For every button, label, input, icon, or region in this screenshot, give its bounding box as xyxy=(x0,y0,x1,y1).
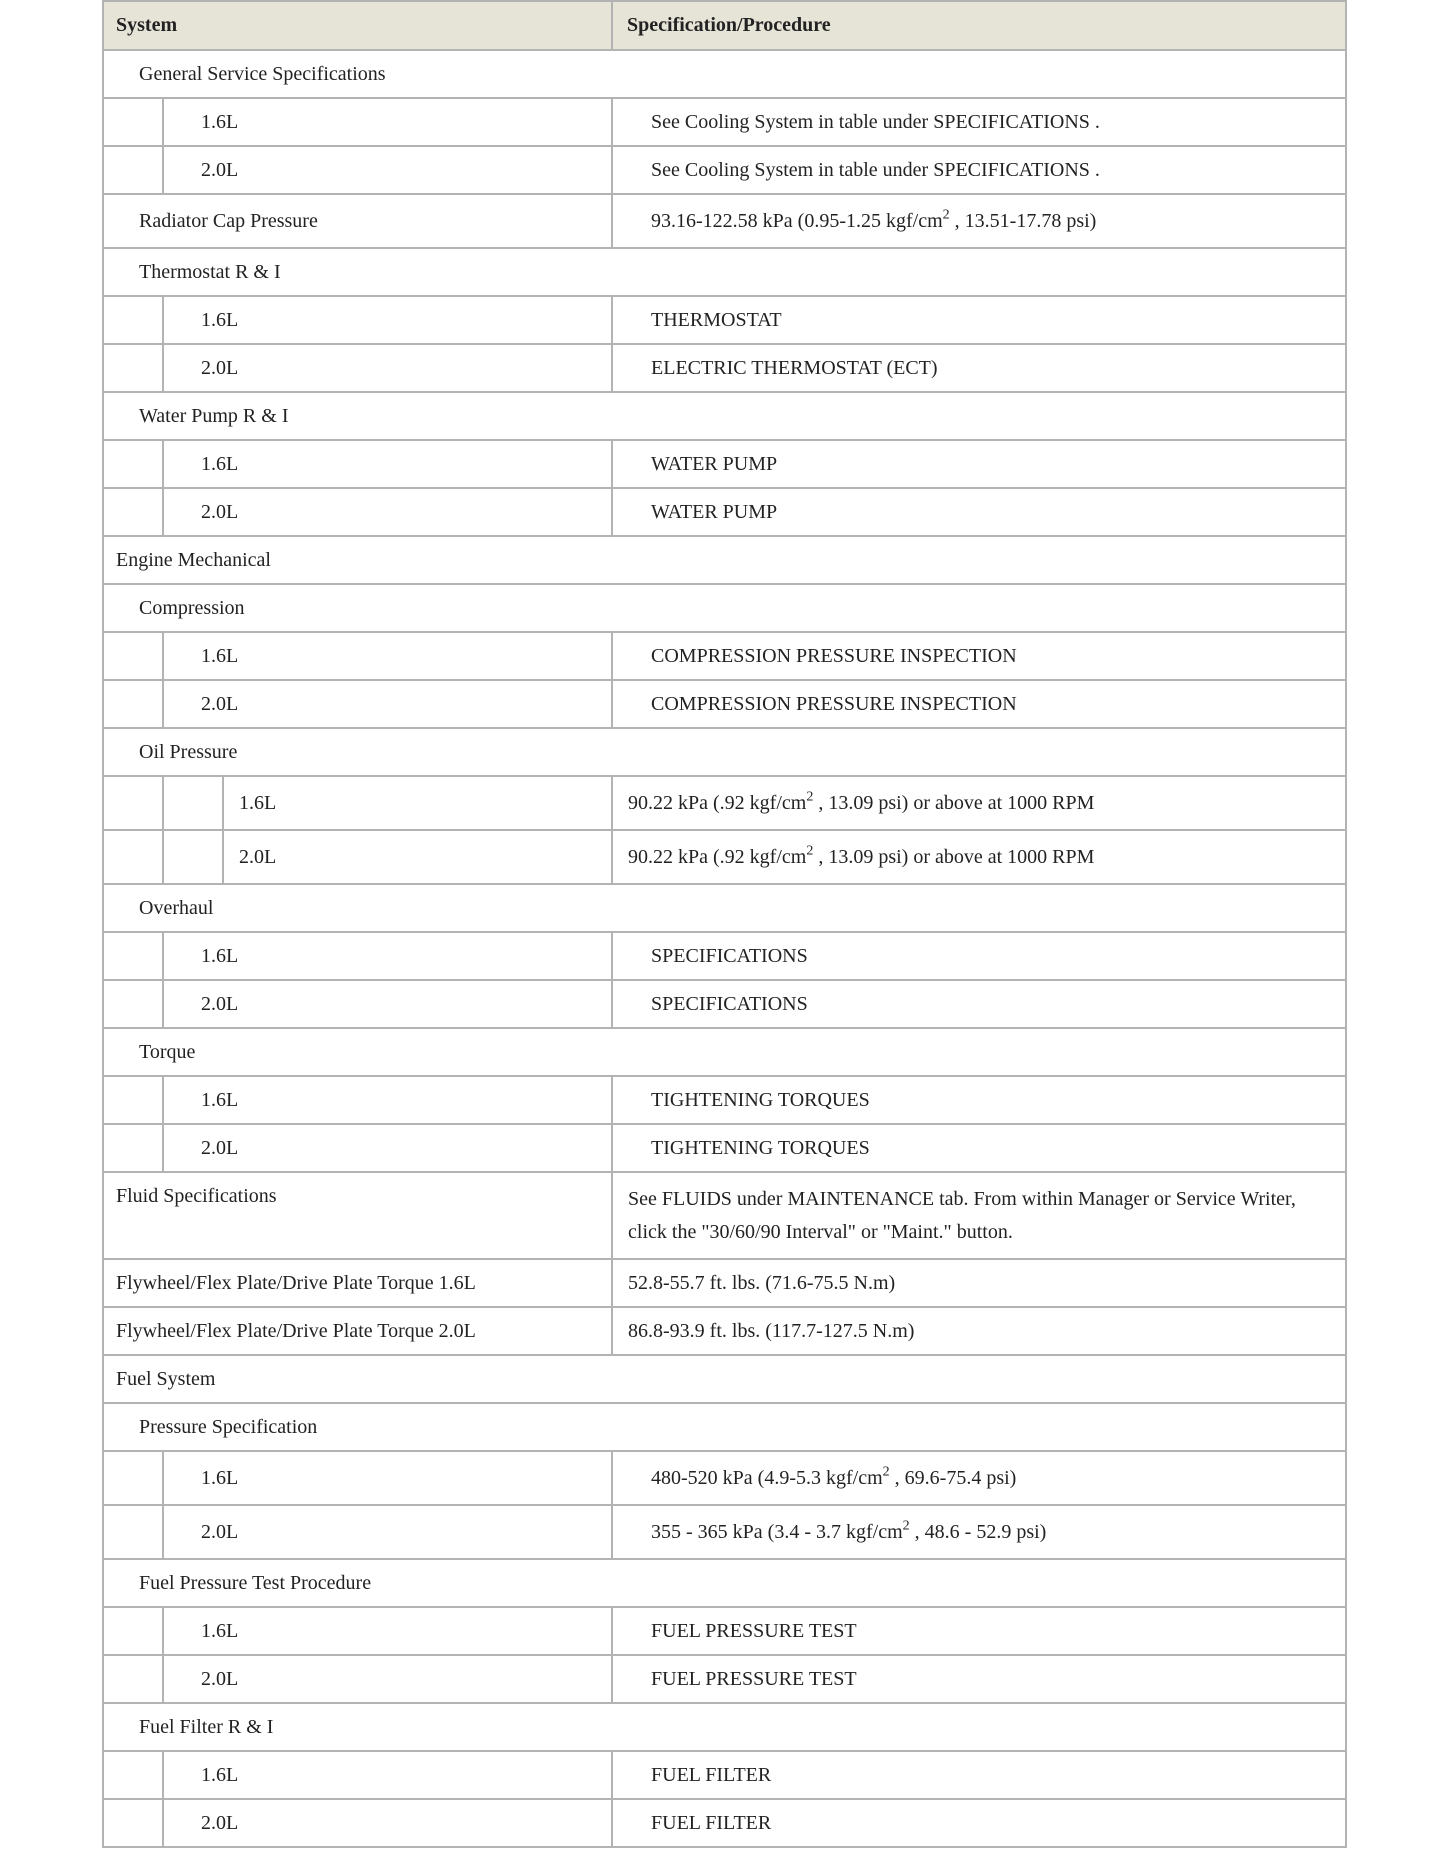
table-row xyxy=(103,194,1346,248)
indent-cell xyxy=(103,1751,163,1799)
engine-label: 2.0L xyxy=(163,1655,612,1703)
engine-label: 1.6L xyxy=(163,98,612,146)
section-fuel-system: Fuel System xyxy=(103,1355,1346,1403)
table-row xyxy=(103,680,1346,728)
engine-label: 2.0L xyxy=(223,830,612,884)
indent-cell xyxy=(163,776,223,830)
indent-cell xyxy=(103,1451,163,1505)
spec-value: 480-520 kPa (4.9-5.3 kgf/$cm^2$ , 69.6-75.4 psi) xyxy=(612,1451,1346,1505)
table-row xyxy=(103,440,1346,488)
indent-cell xyxy=(103,1076,163,1124)
section-row xyxy=(103,248,1346,296)
fluid-specs-label: Fluid Specifications xyxy=(103,1172,612,1259)
engine-label: 2.0L xyxy=(163,1505,612,1559)
spec-value: THERMOSTAT xyxy=(612,296,1346,344)
table-row xyxy=(103,1307,1346,1355)
indent-cell xyxy=(103,1505,163,1559)
engine-label: 2.0L xyxy=(163,344,612,392)
engine-label: 1.6L xyxy=(163,1451,612,1505)
table-row xyxy=(103,98,1346,146)
spec-value: 52.8-55.7 ft. lbs. (71.6-75.5 N.m) xyxy=(612,1259,1346,1307)
engine-label: 1.6L xyxy=(163,296,612,344)
section-row xyxy=(103,884,1346,932)
section-row xyxy=(103,536,1346,584)
spec-value: See Cooling System in table under SPECIFICATIONS . xyxy=(612,146,1346,194)
section-row xyxy=(103,392,1346,440)
indent-cell xyxy=(103,146,163,194)
specifications-table xyxy=(102,0,1347,1848)
table-row xyxy=(103,1076,1346,1124)
indent-cell xyxy=(103,932,163,980)
indent-cell xyxy=(103,632,163,680)
indent-cell xyxy=(103,776,163,830)
table-row xyxy=(103,1607,1346,1655)
section-row xyxy=(103,1028,1346,1076)
section-thermostat: Thermostat R & I xyxy=(103,248,1346,296)
section-row xyxy=(103,1355,1346,1403)
indent-cell xyxy=(103,98,163,146)
engine-label: 1.6L xyxy=(163,440,612,488)
table-row xyxy=(103,488,1346,536)
table-row xyxy=(103,146,1346,194)
spec-value: WATER PUMP xyxy=(612,488,1346,536)
indent-cell xyxy=(103,830,163,884)
indent-cell xyxy=(103,1607,163,1655)
spec-value: COMPRESSION PRESSURE INSPECTION xyxy=(612,632,1346,680)
engine-label: 1.6L xyxy=(163,1607,612,1655)
indent-cell xyxy=(163,830,223,884)
spec-value: ELECTRIC THERMOSTAT (ECT) xyxy=(612,344,1346,392)
indent-cell xyxy=(103,1124,163,1172)
section-row xyxy=(103,728,1346,776)
spec-value: SPECIFICATIONS xyxy=(612,932,1346,980)
header-row xyxy=(103,1,1346,50)
section-torque: Torque xyxy=(103,1028,1346,1076)
indent-cell xyxy=(103,440,163,488)
spec-value: COMPRESSION PRESSURE INSPECTION xyxy=(612,680,1346,728)
engine-label: 2.0L xyxy=(163,980,612,1028)
spec-value: 86.8-93.9 ft. lbs. (117.7-127.5 N.m) xyxy=(612,1307,1346,1355)
table-row xyxy=(103,1655,1346,1703)
section-row xyxy=(103,50,1346,98)
system-column-header: System xyxy=(103,1,612,50)
spec-value: FUEL FILTER xyxy=(612,1751,1346,1799)
spec-column-header: Specification/Procedure xyxy=(612,1,1346,50)
section-row xyxy=(103,584,1346,632)
section-pressure-specification: Pressure Specification xyxy=(103,1403,1346,1451)
table-row xyxy=(103,776,1346,830)
engine-label: 2.0L xyxy=(163,1124,612,1172)
table-row xyxy=(103,1751,1346,1799)
engine-label: 2.0L xyxy=(163,488,612,536)
section-fuel-filter: Fuel Filter R & I xyxy=(103,1703,1346,1751)
spec-value: TIGHTENING TORQUES xyxy=(612,1124,1346,1172)
table-row xyxy=(103,932,1346,980)
spec-value: 93.16-122.58 kPa (0.95-1.25 kgf/$cm^2$ , 13.51-17.78 psi) xyxy=(612,194,1346,248)
engine-label: 1.6L xyxy=(163,932,612,980)
table-row xyxy=(103,1505,1346,1559)
engine-label: 2.0L xyxy=(163,146,612,194)
table-row xyxy=(103,296,1346,344)
section-oil-pressure: Oil Pressure xyxy=(103,728,1346,776)
indent-cell xyxy=(103,488,163,536)
spec-value: FUEL PRESSURE TEST xyxy=(612,1655,1346,1703)
spec-value: 90.22 kPa (.92 kgf/$cm^2$ , 13.09 psi) or above at 1000 RPM xyxy=(612,776,1346,830)
section-fuel-pressure-test: Fuel Pressure Test Procedure xyxy=(103,1559,1346,1607)
indent-cell xyxy=(103,1799,163,1847)
indent-cell xyxy=(103,680,163,728)
section-row xyxy=(103,1703,1346,1751)
engine-label: 1.6L xyxy=(163,1076,612,1124)
table-row xyxy=(103,1124,1346,1172)
table-row xyxy=(103,1259,1346,1307)
section-row xyxy=(103,1559,1346,1607)
engine-label: 2.0L xyxy=(163,1799,612,1847)
table-row xyxy=(103,344,1346,392)
section-compression: Compression xyxy=(103,584,1346,632)
table-row xyxy=(103,1451,1346,1505)
section-overhaul: Overhaul xyxy=(103,884,1346,932)
spec-value: See FLUIDS under MAINTENANCE tab. From within Manager or Service Writer, click the "30/60/90 Interval" or "Maint." button. xyxy=(612,1172,1346,1259)
table-row xyxy=(103,980,1346,1028)
indent-cell xyxy=(103,1655,163,1703)
table-row xyxy=(103,830,1346,884)
table-row xyxy=(103,1799,1346,1847)
radiator-cap-label: Radiator Cap Pressure xyxy=(103,194,612,248)
engine-label: 1.6L xyxy=(163,1751,612,1799)
spec-value: 90.22 kPa (.92 kgf/$cm^2$ , 13.09 psi) or above at 1000 RPM xyxy=(612,830,1346,884)
section-general-service: General Service Specifications xyxy=(103,50,1346,98)
indent-cell xyxy=(103,980,163,1028)
section-row xyxy=(103,1403,1346,1451)
indent-cell xyxy=(103,296,163,344)
spec-value: SPECIFICATIONS xyxy=(612,980,1346,1028)
spec-value: FUEL FILTER xyxy=(612,1799,1346,1847)
flywheel-torque-label: Flywheel/Flex Plate/Drive Plate Torque 2.0L xyxy=(103,1307,612,1355)
engine-label: 2.0L xyxy=(163,680,612,728)
spec-value: TIGHTENING TORQUES xyxy=(612,1076,1346,1124)
spec-value: See Cooling System in table under SPECIFICATIONS . xyxy=(612,98,1346,146)
section-engine-mechanical: Engine Mechanical xyxy=(103,536,1346,584)
indent-cell xyxy=(103,344,163,392)
spec-value: 355 - 365 kPa (3.4 - 3.7 kgf/$cm^2$ , 48.6 - 52.9 psi) xyxy=(612,1505,1346,1559)
engine-label: 1.6L xyxy=(223,776,612,830)
spec-value: WATER PUMP xyxy=(612,440,1346,488)
table-row xyxy=(103,632,1346,680)
engine-label: 1.6L xyxy=(163,632,612,680)
flywheel-torque-label: Flywheel/Flex Plate/Drive Plate Torque 1.6L xyxy=(103,1259,612,1307)
table-row xyxy=(103,1172,1346,1259)
spec-value: FUEL PRESSURE TEST xyxy=(612,1607,1346,1655)
section-water-pump: Water Pump R & I xyxy=(103,392,1346,440)
